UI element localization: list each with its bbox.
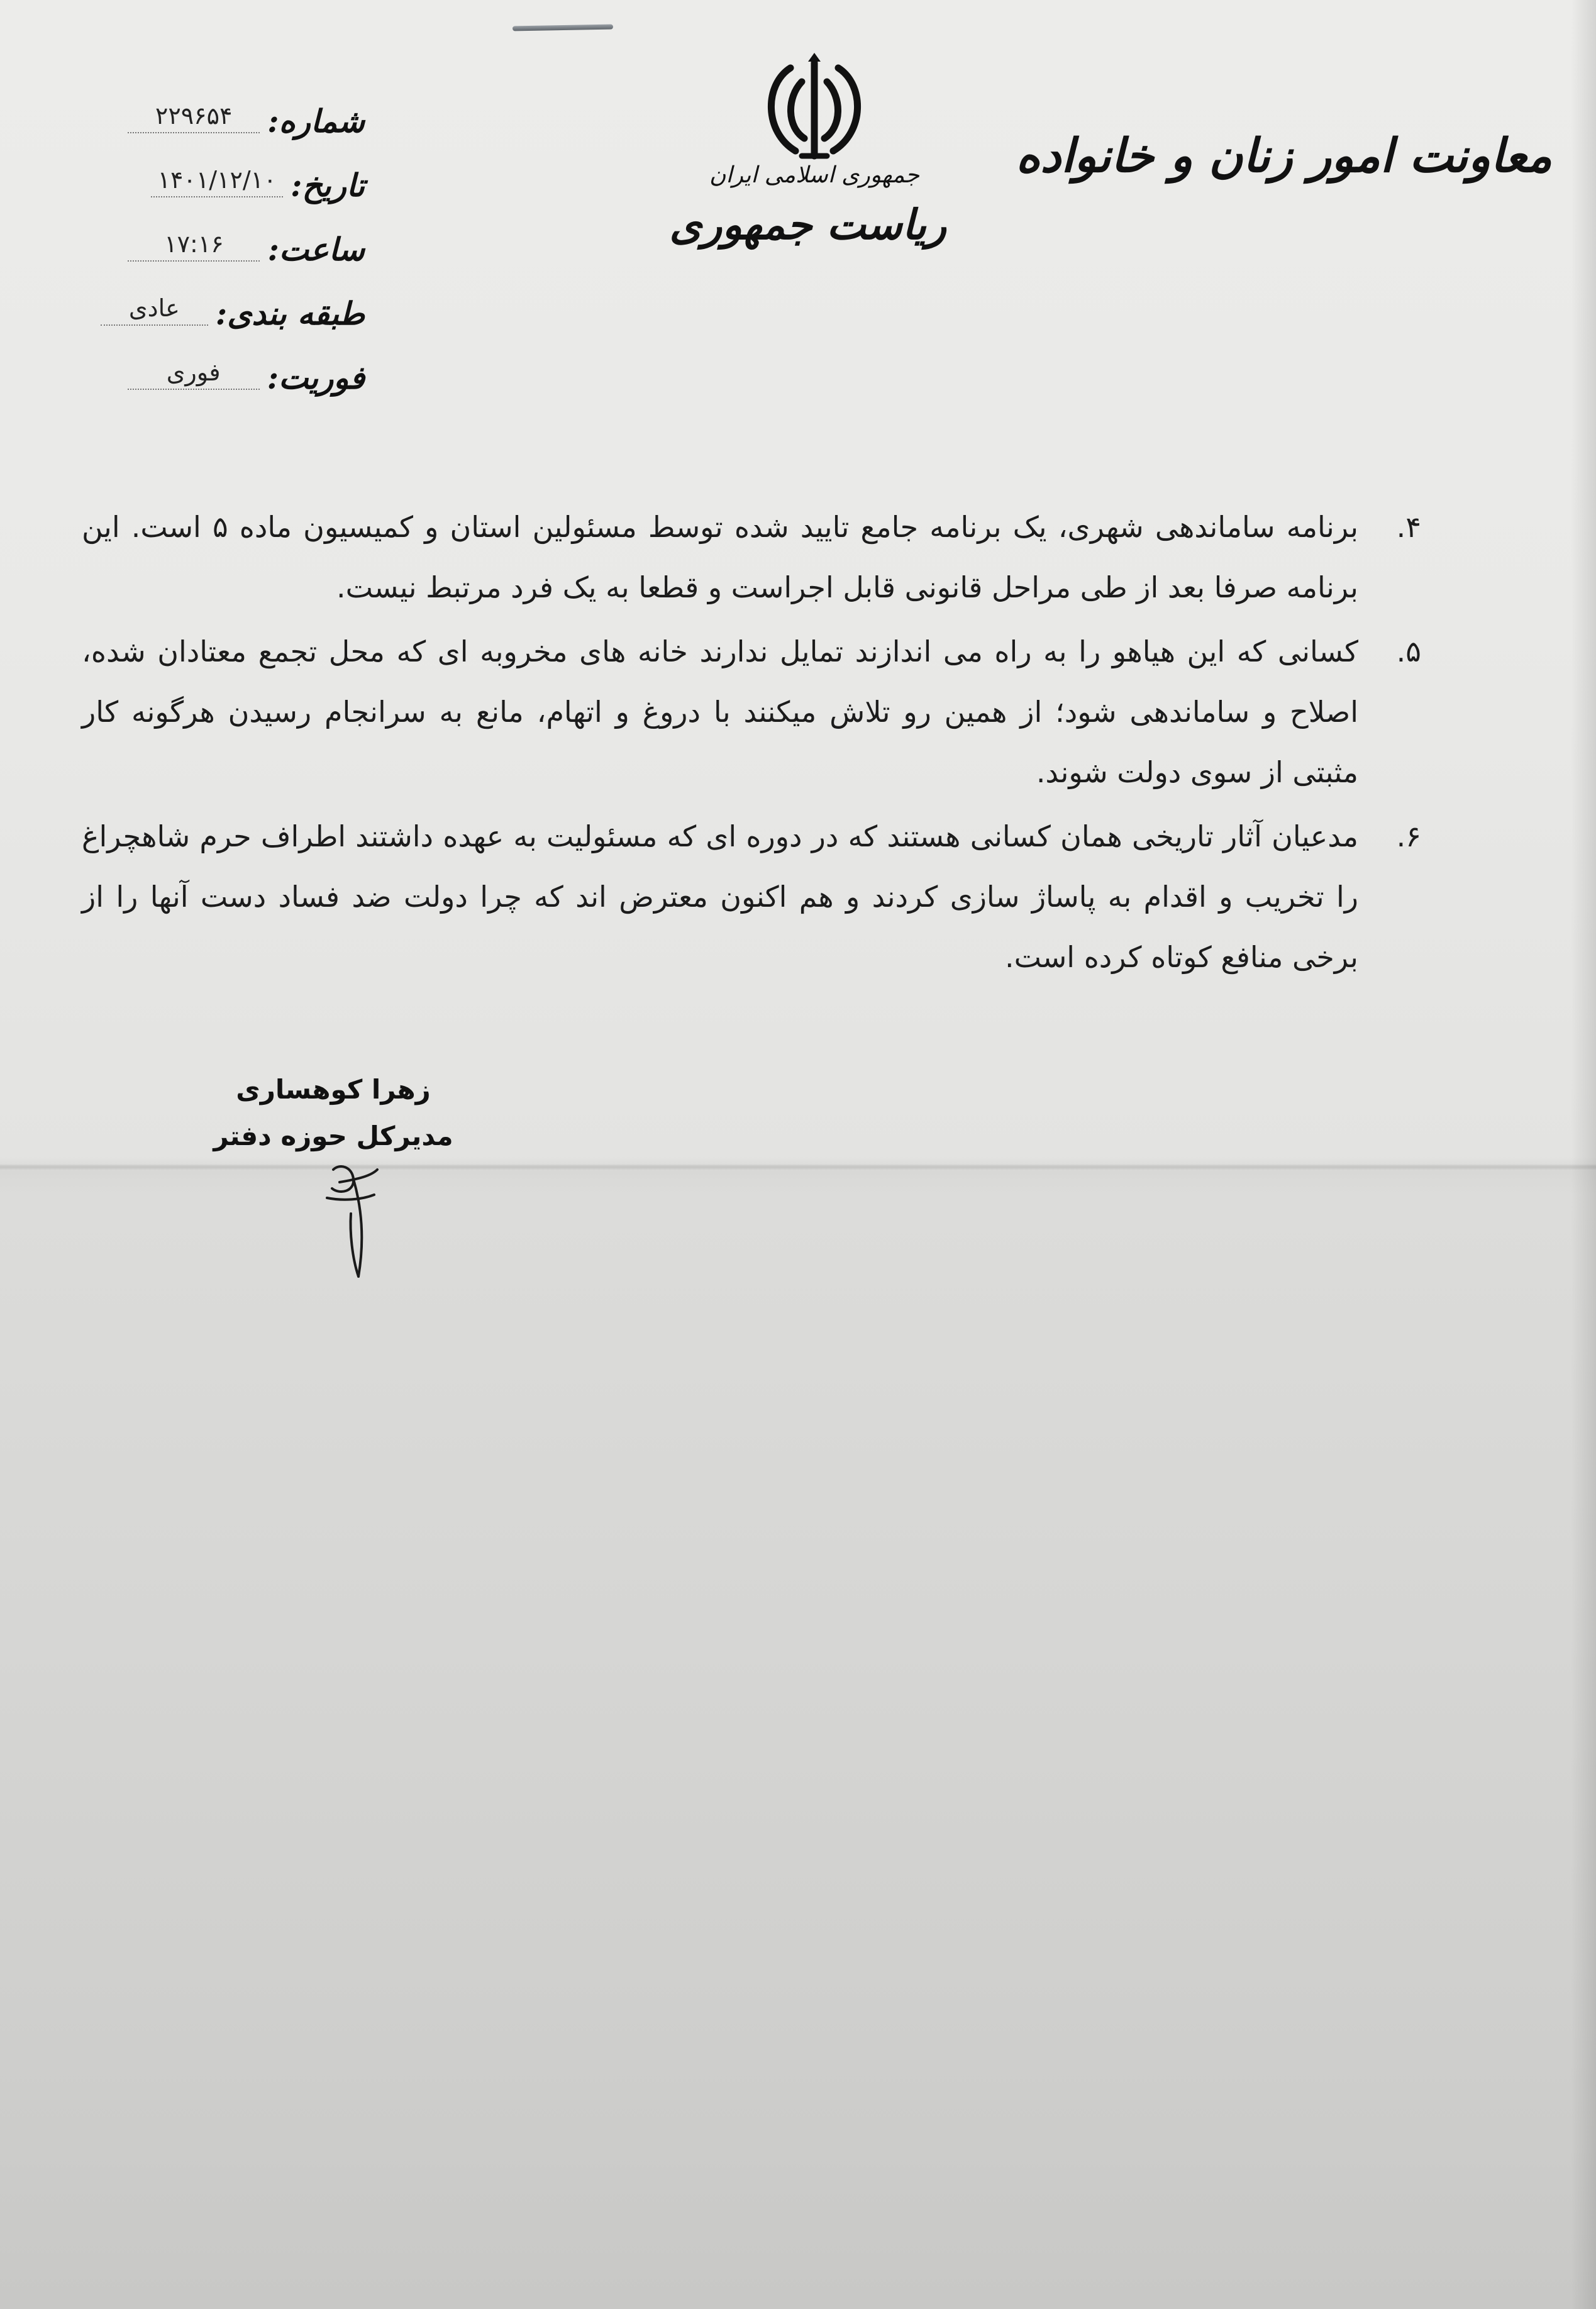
- paper-fold: [0, 1165, 1596, 1170]
- meta-row-classification: [101, 268, 365, 332]
- emblem-caption: جمهوری اسلامی ایران: [709, 162, 919, 188]
- meta-label: تاریخ:: [291, 167, 365, 204]
- list-item: [82, 497, 1427, 617]
- item-text: کسانی که این هیاهو را به راه می اندازند تمایل ندارند خانه های مخروبه ای که محل تجمع معتادان شده، اصلاح و ساماندهی شود؛ از همین رو تلاش میکنند با دروغ و اتهام، مانع به سرانجام رسیدن هرگونه کار مثبتی از سوی دولت شوند.: [82, 634, 1358, 789]
- item-number: ۴.: [1396, 510, 1421, 544]
- staple: [513, 25, 613, 31]
- meta-value: ۱۷:۱۶: [128, 230, 260, 262]
- letter-meta: [101, 75, 365, 396]
- meta-row-urgency: [101, 332, 365, 396]
- emblem-icon: [758, 50, 871, 170]
- meta-value: عادی: [101, 294, 208, 326]
- meta-row-time: [101, 204, 365, 268]
- office-title: معاونت امور زنان و خانواده: [1016, 129, 1552, 183]
- meta-row-date: [101, 140, 365, 204]
- item-text: برنامه ساماندهی شهری، یک برنامه جامع تایید شده توسط مسئولین استان و کمیسیون ماده ۵ است. این برنامه صرفا بعد از طی مراحل قانونی قابل اجراست و قطعا به یک فرد مرتبط نیست.: [82, 510, 1358, 604]
- signatory-title: مدیرکل حوزه دفتر: [213, 1121, 453, 1151]
- meta-value: فوری: [128, 358, 260, 390]
- meta-label: شماره:: [267, 102, 365, 140]
- meta-label: فوریت:: [267, 359, 365, 396]
- list-item: [82, 621, 1427, 802]
- list-item: [82, 806, 1427, 987]
- meta-value: ۲۲۹۶۵۴: [128, 102, 260, 133]
- signatory-name: زهرا کوهساری: [236, 1074, 431, 1105]
- body-list: [82, 497, 1427, 991]
- meta-row-number: [101, 75, 365, 140]
- handwritten-signature: [314, 1151, 402, 1283]
- item-number: ۶.: [1396, 819, 1421, 853]
- meta-label: طبقه بندی:: [215, 295, 365, 332]
- emblem-name: ریاست جمهوری: [669, 200, 946, 249]
- item-text: مدعیان آثار تاریخی همان کسانی هستند که در دوره ای که مسئولیت به عهده داشتند اطراف حرم شاهچراغ را تخریب و اقدام به پاساژ سازی کردند و هم اکنون معترض اند که چرا دولت ضد فساد دست آنها را از برخی منافع کوتاه کرده است.: [82, 819, 1358, 974]
- item-number: ۵.: [1396, 634, 1421, 668]
- meta-value: ۱۴۰۱/۱۲/۱۰: [151, 166, 283, 197]
- meta-label: ساعت:: [267, 231, 365, 268]
